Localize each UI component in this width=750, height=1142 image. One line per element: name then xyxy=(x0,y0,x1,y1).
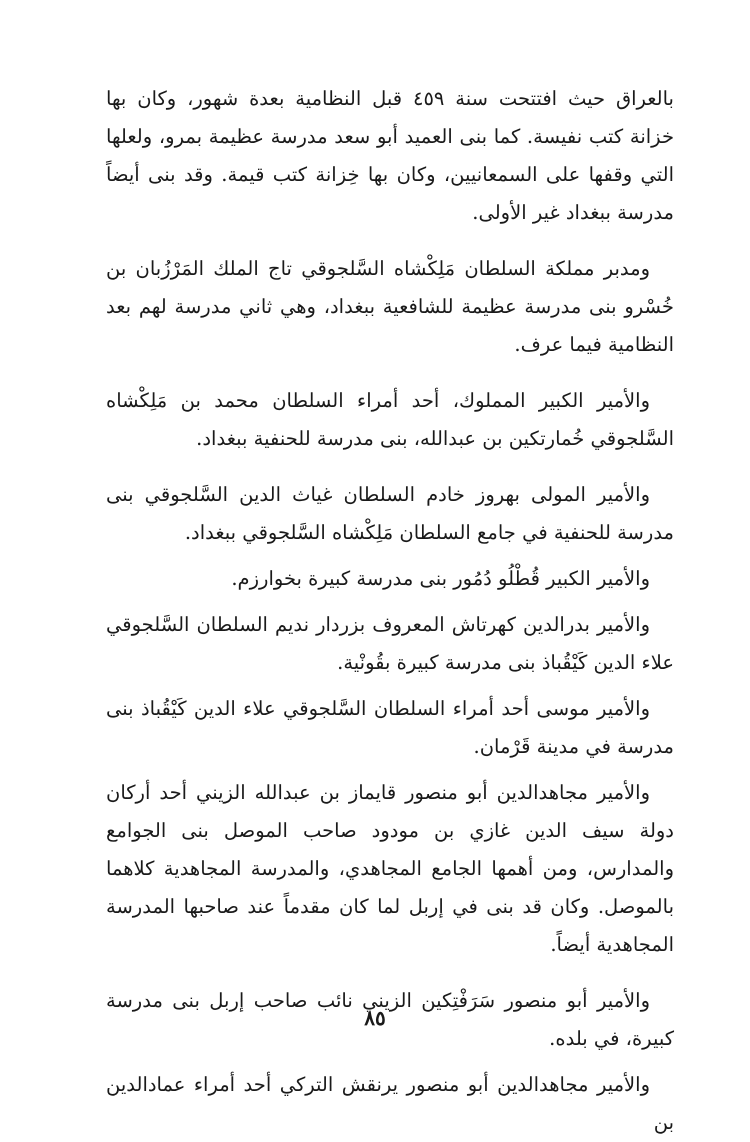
paragraph-5: والأمير الكبير قُطْلُو دُمُور بنى مدرسة كبيرة بخوارزم. xyxy=(231,567,650,590)
page-number: ٨٥ xyxy=(364,1006,386,1030)
paragraph-6: والأمير بدرالدين كهرتاش المعروف بزردار نديم السلطان السَّلجوقي علاء الدين كَيْقُباذ بنى مدرسة كبيرة بقُونْية. xyxy=(106,613,674,674)
paragraph-1: بالعراق حيث افتتحت سنة ٤٥٩ قبل النظامية بعدة شهور، وكان بها خزانة كتب نفيسة. كما بنى العميد أبو سعد مدرسة عظيمة بمرو، ولعلها التي وقفها على السمعانيين، وكان بها خِزانة كتب قيمة. وقد بنى أيضاً مدرسة ببغداد غير الأولى. xyxy=(106,87,674,224)
paragraph-2: ومدبر مملكة السلطان مَلِكْشاه السَّلجوقي تاج الملك المَرْزُبان بن خُسْرو بنى مدرسة عظيمة للشافعية ببغداد، وهي ثاني مدرسة لهم بعد النظامية فيما عرف. xyxy=(106,257,674,356)
paragraph-4: والأمير المولى بهروز خادم السلطان غياث الدين السَّلجوقي بنى مدرسة للحنفية في جامع السلطان مَلِكْشاه السَّلجوقي ببغداد. xyxy=(106,483,674,544)
paragraph-3: والأمير الكبير المملوك، أحد أمراء السلطان محمد بن مَلِكْشاه السَّلجوقي خُمارتكين بن عبدالله، بنى مدرسة للحنفية ببغداد. xyxy=(106,389,674,450)
paragraph-8: والأمير مجاهدالدين أبو منصور قايماز بن عبدالله الزيني أحد أركان دولة سيف الدين غازي بن مودود صاحب الموصل بنى الجوامع والمدارس، ومن أهمها الجامع المجاهدي، والمدرسة المجاهدية كلاهما بالموصل. وكان قد بنى في إربل لما كان مقدماً عند صاحبها المدرسة المجاهدية أيضاً. xyxy=(106,781,674,956)
paragraph-9: والأمير أبو منصور سَرَفْتِكين الزيني نائب صاحب إربل بنى مدرسة كبيرة، في بلده. xyxy=(106,989,674,1050)
paragraph-10: والأمير مجاهدالدين أبو منصور يرنقش التركي أحد أمراء عمادالدين بن xyxy=(106,1073,674,1134)
paragraph-7: والأمير موسى أحد أمراء السلطان السَّلجوقي علاء الدين كَيْقُباذ بنى مدرسة في مدينة قَرْمان. xyxy=(106,697,674,758)
body-text xyxy=(106,80,674,1142)
